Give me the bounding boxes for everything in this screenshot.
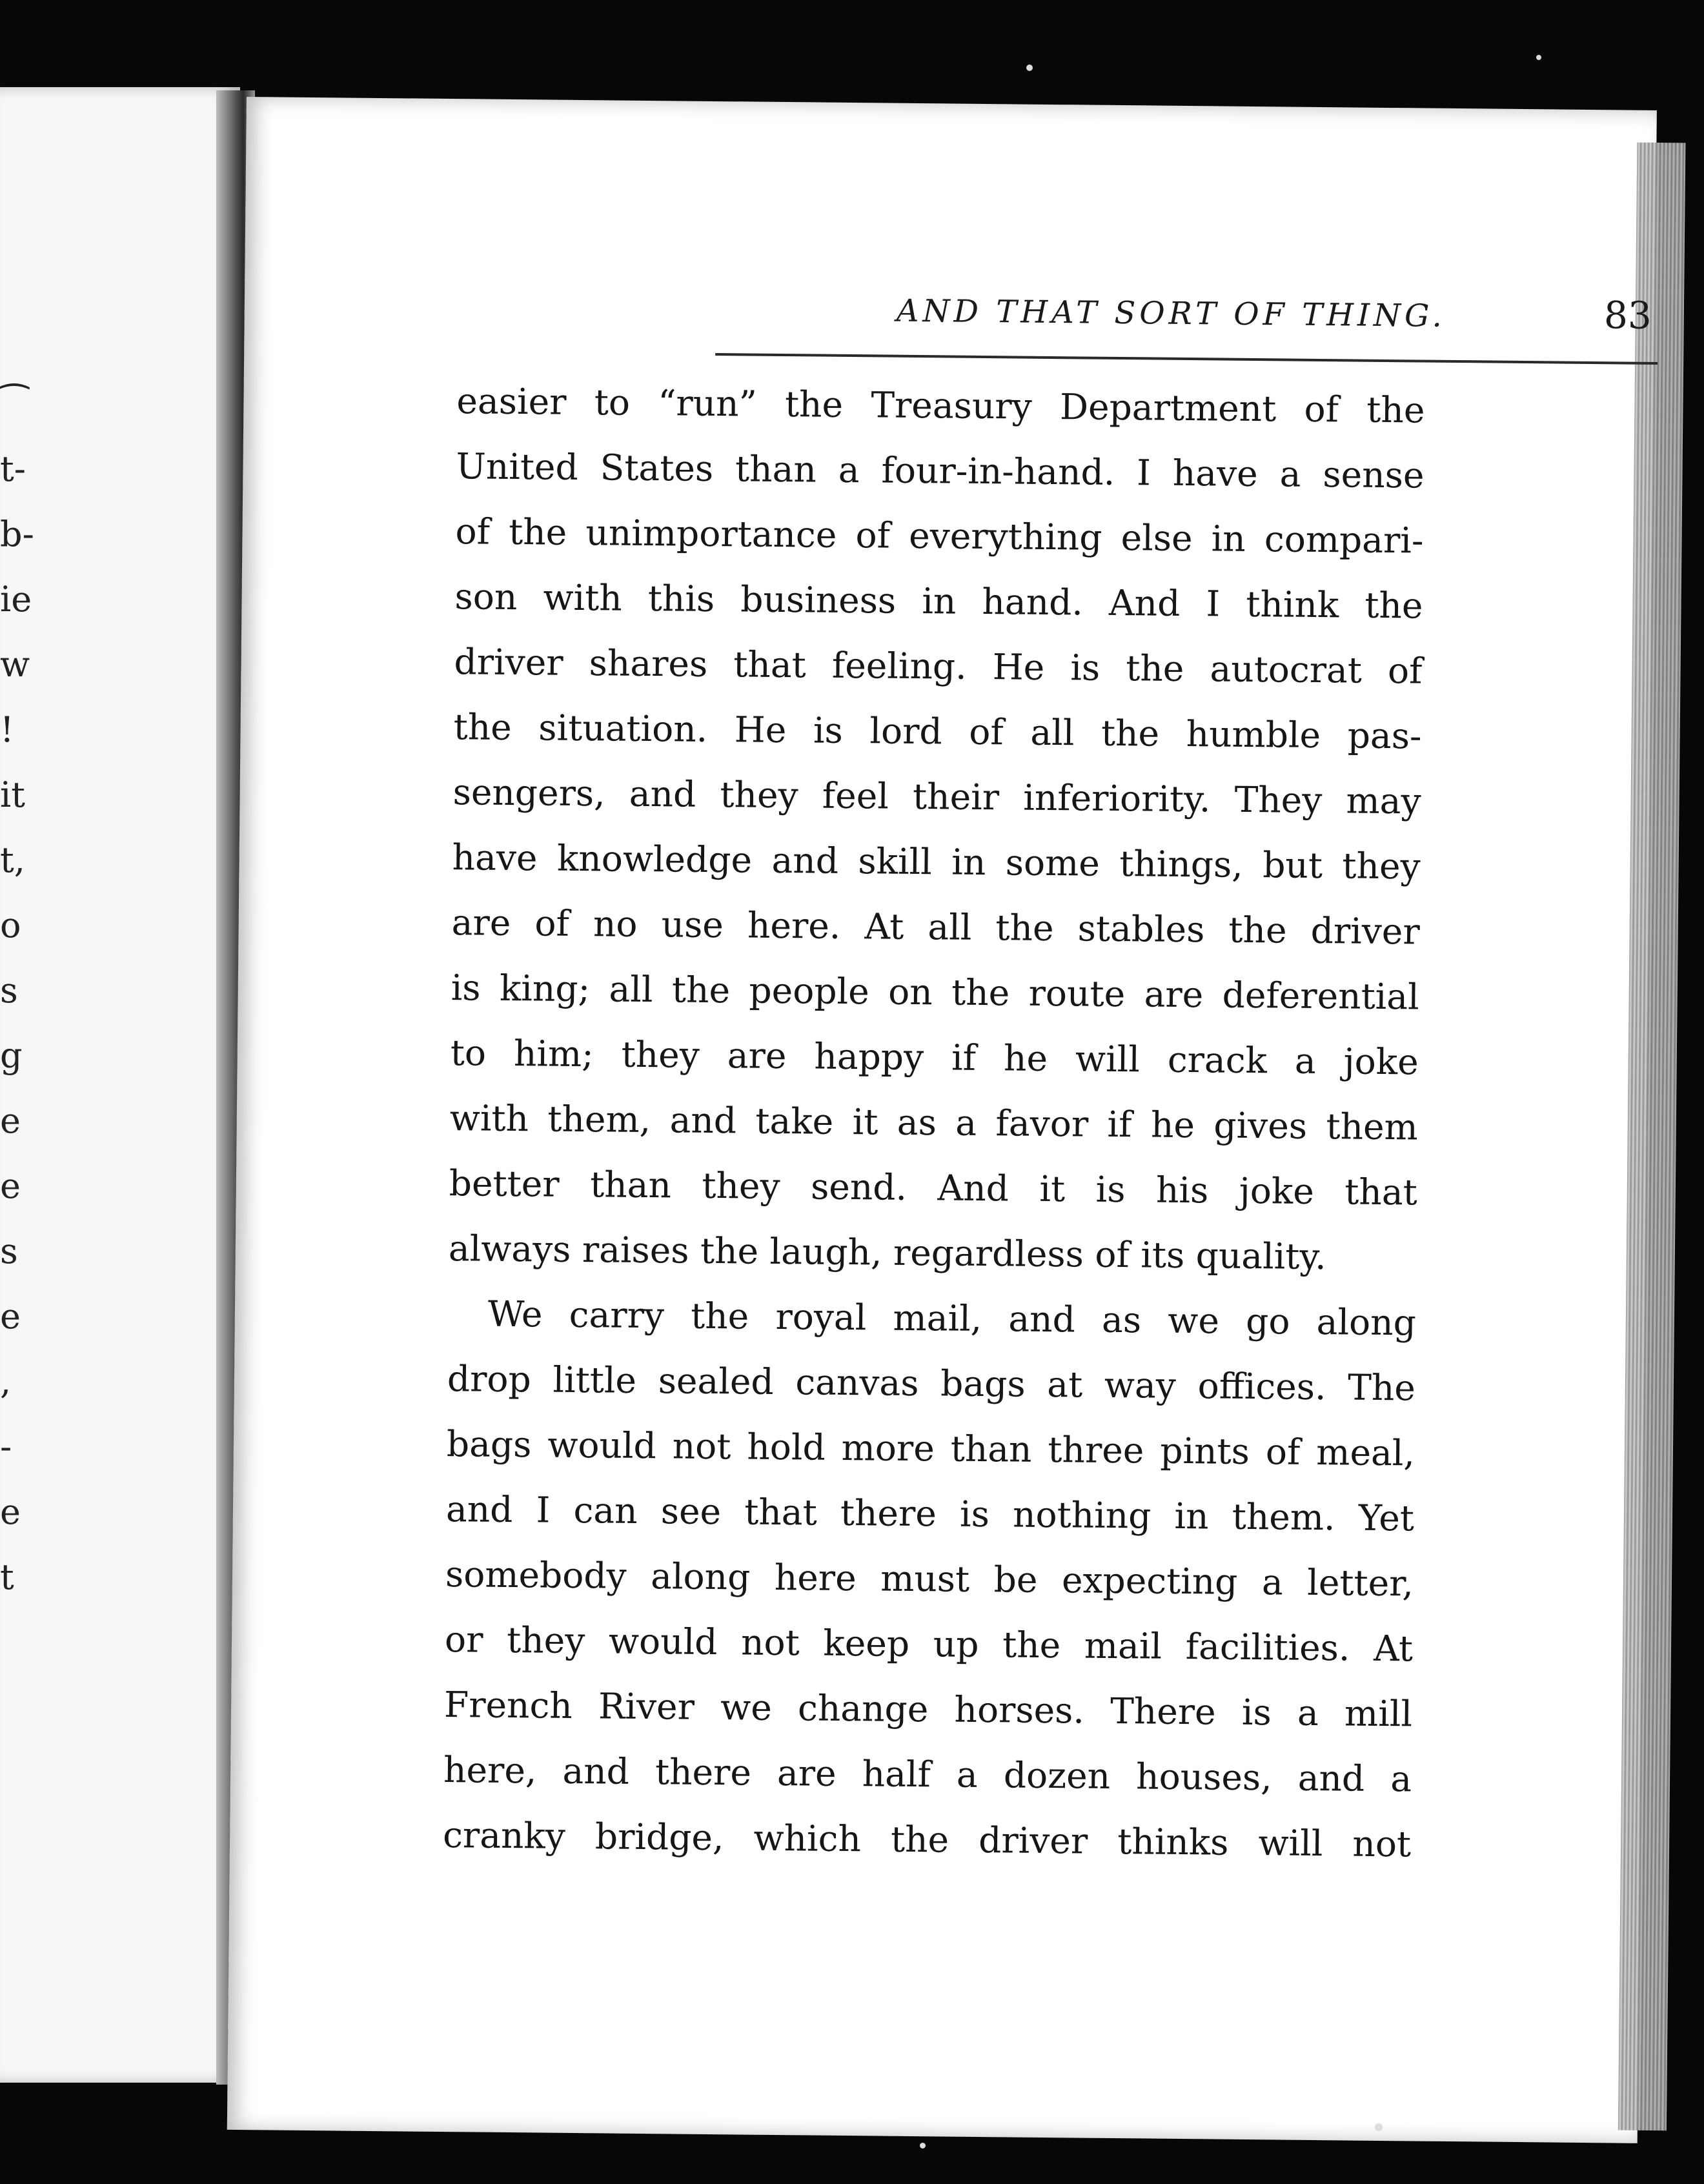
page-edge-stack [1618, 143, 1686, 2131]
left-fragment: o [0, 905, 21, 945]
scan-speck [1375, 2123, 1383, 2131]
left-fragment: e [0, 1100, 21, 1141]
page-number: 83 [1603, 293, 1652, 338]
left-fragment: b- [0, 514, 34, 554]
right-page [227, 97, 1657, 2143]
left-fragment: t, [0, 840, 25, 880]
text-line: to him; they are happy if he will crack a joke [450, 1032, 1419, 1083]
text-line: with them, and take it as a favor if he gives them [449, 1097, 1419, 1148]
body-text [443, 369, 1425, 1877]
left-fragment: it [0, 774, 25, 815]
left-fragment: ! [0, 709, 14, 750]
text-line: the situation. He is lord of all the humble pas- [453, 706, 1422, 757]
left-fragment: ie [0, 579, 32, 620]
left-fragment: , [0, 1361, 12, 1402]
scan-speck [920, 2143, 926, 2149]
text-line: drop little sealed canvas bags at way offices. The [447, 1358, 1416, 1409]
text-line: son with this business in hand. And I think the [454, 576, 1423, 627]
text-line: and I can see that there is nothing in them. Yet [445, 1488, 1415, 1539]
text-line: driver shares that feeling. He is the autocrat of [454, 641, 1423, 692]
text-line: sengers, and they feel their inferiority. They may [452, 771, 1421, 822]
text-line: always raises the laugh, regardless of its quality. [448, 1228, 1326, 1278]
left-fragment: e [0, 1296, 21, 1337]
left-fragment: - [0, 1426, 12, 1467]
left-fragment: w [0, 644, 30, 685]
scan-speck [1026, 65, 1033, 71]
text-line: is king; all the people on the route are deferential [451, 967, 1420, 1018]
left-page [0, 87, 240, 2083]
running-title: AND THAT SORT OF THING. [896, 292, 1446, 334]
text-line: better than they send. And it is his joke that [449, 1162, 1418, 1213]
scan-speck [1536, 55, 1541, 60]
text-line: have knowledge and skill in some things, but they [452, 836, 1421, 887]
text-line: United States than a four-in-hand. I have a sense [456, 445, 1425, 496]
left-fragment: ⁀ [0, 383, 28, 424]
left-fragment: e [0, 1166, 21, 1206]
text-line: or they would not keep up the mail facilities. At [444, 1619, 1414, 1670]
running-header [657, 276, 1678, 357]
left-fragment: s [0, 1231, 18, 1271]
left-fragment: t- [0, 449, 26, 489]
left-page-text-fragments [0, 371, 39, 1610]
text-line: We carry the royal mail, and as we go along [487, 1293, 1417, 1344]
text-line: somebody along here must be expecting a letter, [445, 1553, 1414, 1604]
left-fragment: g [0, 1035, 23, 1076]
text-line: are of no use here. At all the stables the driver [451, 902, 1420, 953]
left-fragment: s [0, 970, 18, 1011]
text-line: French River we change horses. There is a mill [443, 1684, 1413, 1735]
text-line: here, and there are half a dozen houses, and a [443, 1749, 1412, 1800]
text-line: bags would not hold more than three pints of meal, [446, 1423, 1415, 1474]
text-line: of the unimportance of everything else in compari- [455, 511, 1424, 561]
text-line: easier to “run” the Treasury Department of the [456, 380, 1425, 431]
left-fragment: e [0, 1491, 21, 1532]
left-fragment: t [0, 1557, 14, 1597]
text-line: cranky bridge, which the driver thinks will not [442, 1814, 1412, 1865]
